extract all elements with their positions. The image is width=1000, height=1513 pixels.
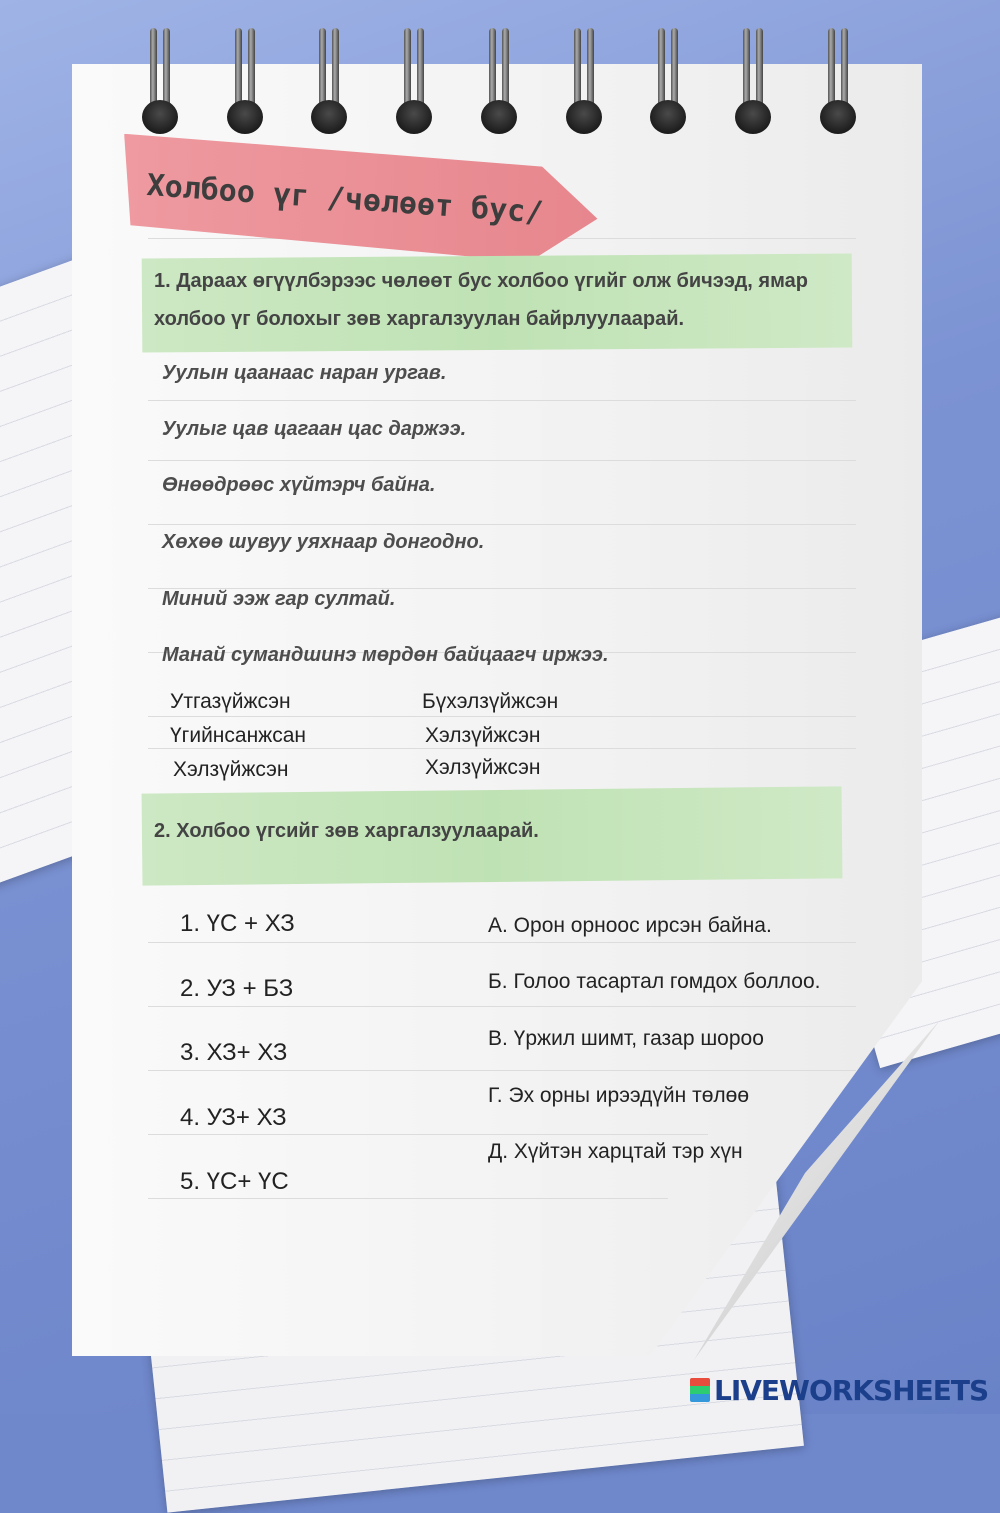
liveworksheets-brand[interactable]	[690, 1374, 988, 1406]
phrase-c[interactable]: В. Үржил шимт, газар шороо	[488, 1027, 764, 1050]
sentence-6: Манай сумандшинэ мөрдөн байцаагч иржээ.	[162, 644, 609, 666]
sentence-5: Миний ээж гар султай.	[162, 588, 396, 610]
spiral-ring	[227, 28, 263, 136]
option-5[interactable]: Хэлзүйжсэн	[173, 758, 289, 781]
formula-5[interactable]: 5. ҮС+ ҮС	[180, 1168, 289, 1195]
liveworksheets-logo-icon	[690, 1378, 710, 1402]
spiral-ring	[566, 28, 602, 136]
ruled-line	[148, 942, 856, 943]
ruled-line	[148, 716, 856, 717]
page-title: Холбоо үг /чөлөөт бус/	[145, 168, 545, 231]
option-1[interactable]: Утгазүйжсэн	[170, 690, 291, 713]
option-4[interactable]: Хэлзүйжсэн	[425, 724, 541, 747]
sentence-2: Уулыг цав цагаан цас даржээ.	[162, 418, 467, 440]
formula-4[interactable]: 4. УЗ+ ХЗ	[180, 1104, 287, 1131]
phrase-a[interactable]: А. Орон орноос ирсэн байна.	[488, 914, 772, 937]
spiral-ring	[650, 28, 686, 136]
task2-instruction: 2. Холбоо үгсийг зөв харгалзуулаарай.	[154, 820, 539, 842]
spiral-ring	[735, 28, 771, 136]
ruled-line	[148, 400, 856, 401]
sentence-1: Уулын цаанаас наран ургав.	[162, 362, 447, 384]
ruled-line	[148, 460, 856, 461]
ruled-line	[148, 748, 856, 749]
spiral-ring	[481, 28, 517, 136]
phrase-d[interactable]: Г. Эх орны ирээдүйн төлөө	[488, 1084, 749, 1107]
option-6[interactable]: Хэлзүйжсэн	[425, 756, 541, 779]
ruled-line	[148, 1198, 668, 1199]
brand-name: LIVEWORKSHEETS	[714, 1373, 989, 1407]
spiral-ring	[820, 28, 856, 136]
spiral-ring	[311, 28, 347, 136]
sentence-4: Хөхөө шувуу уяхнаар донгодно.	[162, 531, 485, 553]
ruled-line	[148, 1006, 856, 1007]
spiral-ring	[396, 28, 432, 136]
formula-2[interactable]: 2. УЗ + БЗ	[180, 975, 294, 1002]
ruled-line	[148, 1134, 708, 1135]
spiral-ring	[142, 28, 178, 136]
ruled-line	[148, 1070, 856, 1071]
formula-1[interactable]: 1. ҮС + ХЗ	[180, 910, 295, 937]
ruled-line	[148, 524, 856, 525]
phrase-b[interactable]: Б. Голоо тасартал гомдох боллоо.	[488, 970, 821, 993]
option-3[interactable]: Үгийнсанжсан	[170, 724, 306, 747]
phrase-e[interactable]: Д. Хүйтэн харцтай тэр хүн	[488, 1140, 743, 1163]
option-2[interactable]: Бүхэлзүйжсэн	[422, 690, 559, 713]
sentence-3: Өнөөдрөөс хүйтэрч байна.	[162, 474, 436, 496]
formula-3[interactable]: 3. ХЗ+ ХЗ	[180, 1039, 288, 1066]
task1-instruction: 1. Дараах өгүүлбэрээс чөлөөт бус холбоо үгийг олж бичээд, ямар холбоо үг болохыг зөв харгалзуулан байрлуулаарай.	[154, 270, 808, 330]
